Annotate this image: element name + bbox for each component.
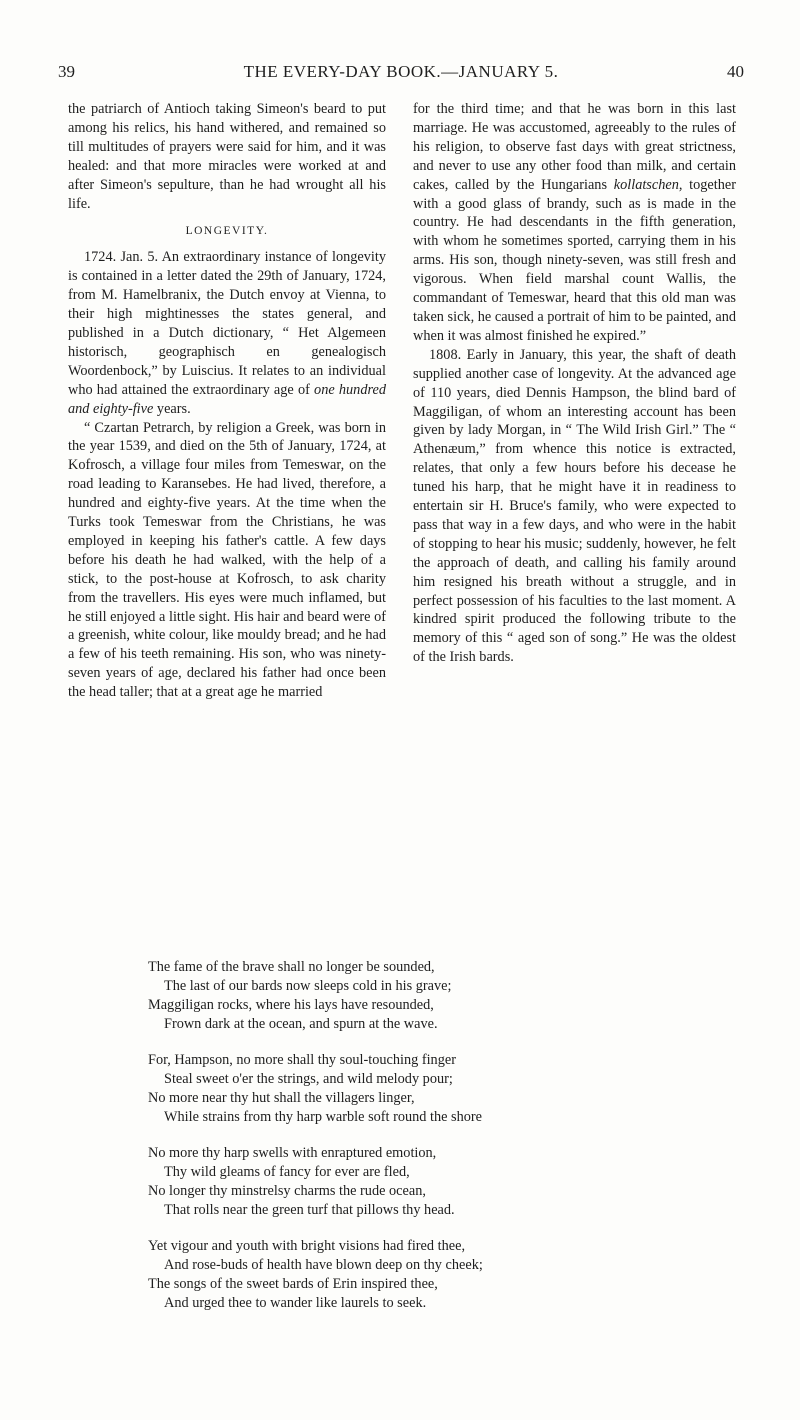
poem-line: Frown dark at the ocean, and spurn at the wave. <box>164 1016 438 1032</box>
emphasis-kollatschen: kollatschen, <box>613 176 683 193</box>
paragraph-text: for the third time; and that he was born in this last marriage. He was accustomed, agreeably to the rules of his religion, to observe fast days with great strictness, and never to use any other food than milk, and certain cakes, called by the Hungarians <box>413 101 736 193</box>
right-column <box>413 100 736 667</box>
poem-line: Maggiligan rocks, where his lays have resounded, <box>148 997 434 1013</box>
paragraph-dennis-hampson: 1808. Early in January, this year, the shaft of death supplied another case of longevity. At the advanced age of 110 years, died Dennis Hampson, the blind bard of Maggiligan, of whom an interesting account has been given by lady Morgan, in “ The Wild Irish Girl.” The “ Athenæum,” from whence this notice is extracted, relates, that only a few hours before his decease he tuned his harp, that he might have it in readiness to entertain sir H. Bruce's family, who were expected to pass that way in a few days, and who were in the habit of stopping to hear his music; suddenly, however, he felt the approach of death, and calling his family around him resigned his breath without a struggle, and in perfect possession of his faculties to the last moment. A kindred spirit produced the following tribute to the memory of this “ aged son of song.” He was the oldest of the Irish bards. <box>413 346 736 666</box>
paragraph-longevity-intro <box>68 248 386 418</box>
paragraph-text: years. <box>153 400 191 417</box>
page-number-left: 39 <box>58 62 75 81</box>
poem-line: Yet vigour and youth with bright visions had fired thee, <box>148 1238 466 1254</box>
poem-line: And urged thee to wander like laurels to seek. <box>164 1295 427 1311</box>
poem-stanza <box>148 1144 708 1220</box>
paragraph-simeon-end: the patriarch of Antioch taking Simeon's beard to put among his relics, his hand withered, and remained so till multitudes of prayers were said for him, and it was healed: and that more miracles were worked at and after Simeon's sepulture, than he had wrought all his life. <box>68 101 386 212</box>
poem-line: For, Hampson, no more shall thy soul-touching finger <box>148 1052 456 1068</box>
poem-stanza <box>148 1237 708 1313</box>
poem-line: While strains from thy harp warble soft round the shore <box>164 1109 483 1125</box>
poem-line: And rose-buds of health have blown deep on thy cheek; <box>164 1257 483 1273</box>
running-title: THE EVERY-DAY BOOK.—JANUARY 5. <box>243 62 559 81</box>
poem-line: No longer thy minstrelsy charms the rude ocean, <box>148 1183 426 1199</box>
poem-stanza <box>148 1051 708 1127</box>
page-header <box>58 62 744 84</box>
paragraph-czartan-petrarch: “ Czartan Petrarch, by religion a Greek, was born in the year 1539, and died on the 5th of January, 1724, at Kofrosch, a village four miles from Temeswar, on the road leading to Karansebes. He had lived, therefore, a hundred and eighty-five years. At the time when the Turks took Temeswar from the Christians, he was employed in keeping his father's cattle. A few days before his death he had walked, with the help of a stick, to the post-house at Kofrosch, to ask charity from the travellers. His eyes were much inflamed, but he still enjoyed a little sight. His hair and beard were of a greenish, white colour, like mouldy bread; and he had a few of his teeth remaining. His son, who was ninety-seven years of age, declared his father had once been the head taller; that at a great age he married <box>68 419 386 701</box>
poem-line: Thy wild gleams of fancy for ever are fled, <box>164 1164 410 1180</box>
emphasis-age: one hundred and eighty-five <box>68 381 386 417</box>
poem-line: Steal sweet o'er the strings, and wild melody pour; <box>164 1071 453 1087</box>
poem-line: The songs of the sweet bards of Erin inspired thee, <box>148 1276 438 1292</box>
page-number-right: 40 <box>727 62 744 81</box>
poem-line: The last of our bards now sleeps cold in his grave; <box>164 978 452 994</box>
poem <box>148 958 708 1330</box>
paragraph-czartan-continued <box>413 100 736 346</box>
poem-line: That rolls near the green turf that pillows thy head. <box>164 1202 455 1218</box>
paragraph-text: together with a good glass of brandy, such as is made in the country. He had descendants in the fifth generation, with whom he sometimes sported, carrying them in his arms. His son, though ninety-seven, was still fresh and vigorous. When field marshal count Wallis, the commandant of Temeswar, heard that this old man was taken sick, he caused a portrait of him to be painted, and when it was almost finished he expired.” <box>413 176 737 344</box>
poem-line: No more near thy hut shall the villagers linger, <box>148 1090 415 1106</box>
section-heading-longevity: LONGEVITY. <box>185 225 269 238</box>
left-column <box>68 100 386 702</box>
paragraph-text: 1724. Jan. 5. An extraordinary instance of longevity is contained in a letter dated the 29th of January, 1724, from M. Hamelbranix, the Dutch envoy at Vienna, to their high mightinesses the states general, and published in a Dutch dictionary, “ Het Algemeen historisch, geographisch en genealogisch Woordenbock,” by Luiscius. It relates to an individual who had attained the extraordinary age of <box>68 249 386 398</box>
poem-stanza <box>148 958 708 1034</box>
poem-line: No more thy harp swells with enraptured emotion, <box>148 1145 437 1161</box>
poem-line: The fame of the brave shall no longer be sounded, <box>148 959 435 975</box>
